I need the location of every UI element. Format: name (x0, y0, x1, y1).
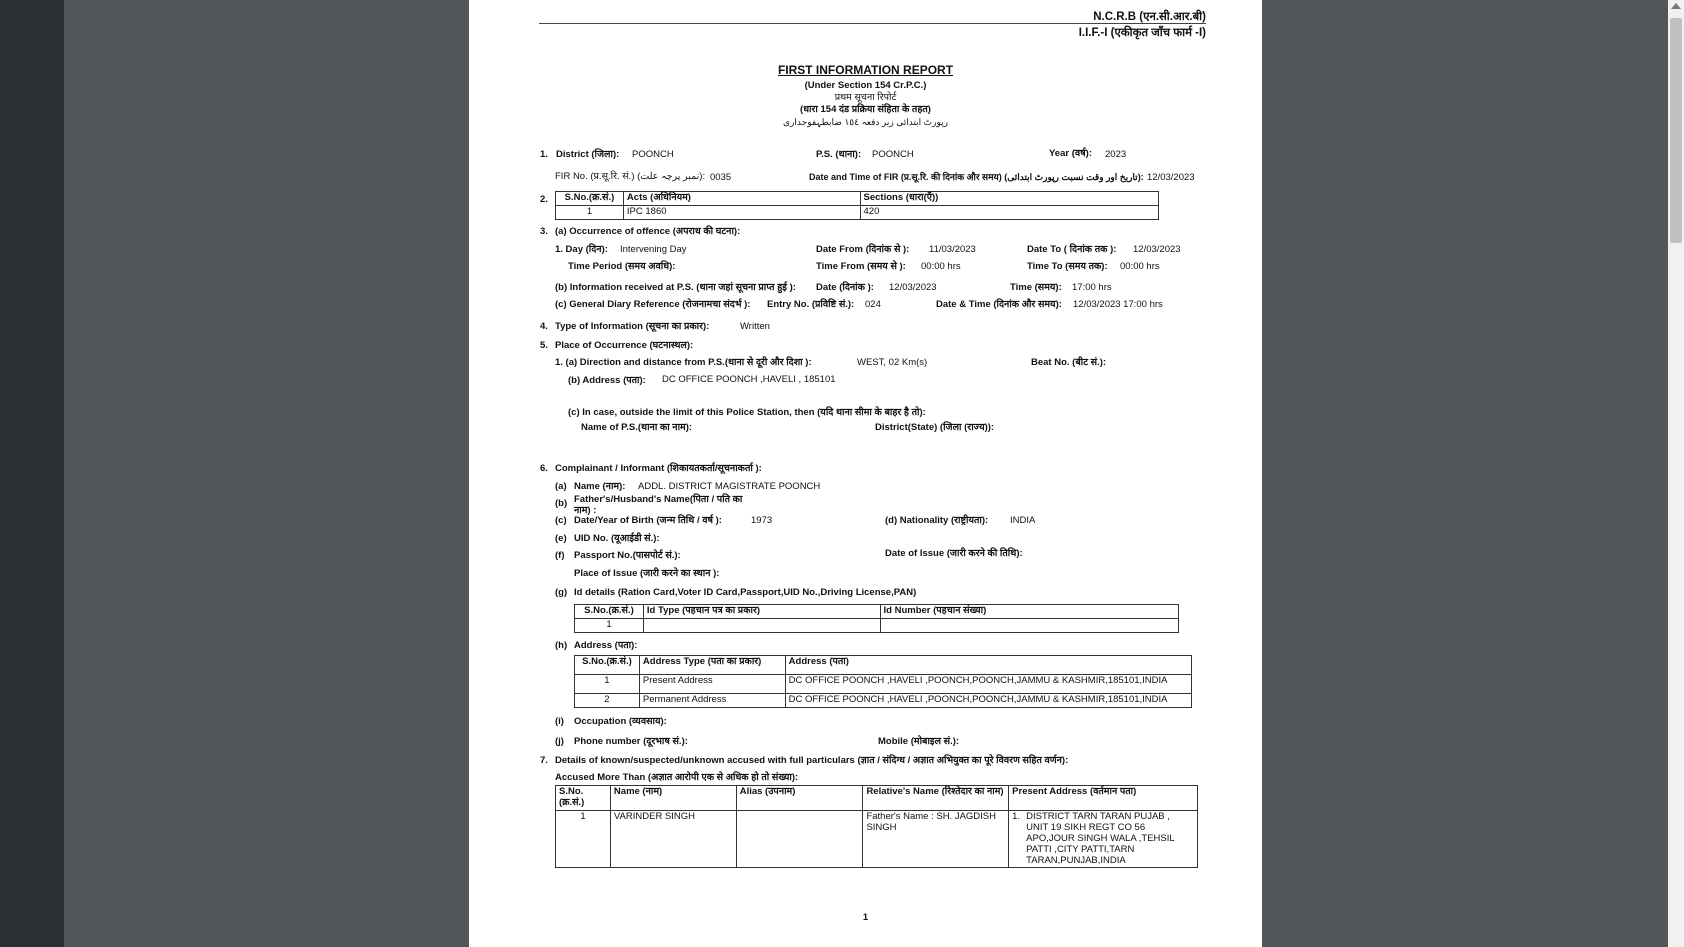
info-time-label: Time (समय): (1010, 282, 1062, 293)
table-row (575, 675, 1192, 694)
vertical-scrollbar[interactable] (1668, 0, 1684, 947)
title-hindi: प्रथम सूचना रिपोर्ट (834, 92, 897, 103)
s5-number: 5. (540, 340, 548, 351)
s2-number: 2. (540, 194, 548, 205)
s4-number: 4. (540, 321, 548, 332)
acts-table (555, 191, 1159, 220)
gd-datetime-value: 12/03/2023 17:00 hrs (1073, 299, 1163, 310)
fir-no-value: 0035 (710, 172, 732, 183)
s1-number: 1. (540, 149, 548, 160)
entry-no-label: Entry No. (प्रविष्टि सं.): (767, 299, 855, 310)
gd-datetime-label: Date & Time (दिनांक और समय): (936, 299, 1062, 310)
accused-address-cell (1009, 810, 1198, 868)
s6-number: 6. (540, 463, 548, 474)
table-header: S.No.(क्र.सं.) (575, 605, 644, 619)
passport-letter: (f) (555, 550, 565, 561)
direction-label: 1. (a) Direction and distance from P.S.(थाना से दूरी और दिशा ): (555, 357, 812, 368)
day-label: 1. Day (दिन): (555, 244, 608, 255)
title-hindi-section: (धारा 154 दंड प्रक्रिया संहिता के तहत) (800, 104, 931, 115)
place-address-value: DC OFFICE POONCH ,HAVELI , 185101 (662, 374, 836, 385)
table-cell: DC OFFICE POONCH ,HAVELI ,POONCH,POONCH,JAMMU & KASHMIR,185101,INDIA (785, 675, 1191, 694)
id-details-label: Id details (Ration Card,Voter ID Card,Passport,UID No.,Driving License,PAN) (574, 587, 917, 598)
s3-number: 3. (540, 226, 548, 237)
accused-details-label: Details of known/suspected/unknown accused with full particulars (ज्ञात / संदिग्ध / अज्ञात अभियुक्त का पूरे विवरण सहित वर्णन): (555, 755, 1069, 766)
year-label: Year (वर्ष): (1049, 148, 1092, 159)
ncrb-header: N.C.R.B (एन.सी.आर.बी) (1093, 11, 1206, 23)
name-label: Name (नाम): (574, 481, 626, 492)
table-cell: VARINDER SINGH (610, 810, 736, 868)
table-header: Id Number (पहचान संख्या) (880, 605, 1179, 619)
table-cell: 420 (860, 206, 1158, 220)
info-date-label: Date (दिनांक ): (816, 282, 874, 293)
uid-label: UID No. (यूआईडी सं.): (574, 533, 660, 544)
table-header: S.No.(क्र.सं.) (556, 786, 611, 811)
nationality-value: INDIA (1010, 515, 1036, 526)
document-title: FIRST INFORMATION REPORT (777, 63, 954, 77)
scrollbar-thumb[interactable] (1670, 18, 1682, 243)
occupation-letter: (i) (555, 716, 564, 727)
day-value: Intervening Day (620, 244, 687, 255)
table-cell: 1 (575, 675, 640, 694)
table-cell: DC OFFICE POONCH ,HAVELI ,POONCH,POONCH,JAMMU & KASHMIR,185101,INDIA (785, 694, 1191, 708)
dob-letter: (c) (555, 515, 567, 526)
address-table (574, 655, 1192, 708)
table-cell: 1 (575, 619, 644, 633)
date-from-label: Date From (दिनांक से ): (816, 244, 910, 255)
dob-label: Date/Year of Birth (जन्म तिथि / वर्ष ): (574, 515, 722, 526)
direction-value: WEST, 02 Km(s) (857, 357, 928, 368)
table-header-row (575, 656, 1192, 675)
date-to-label: Date To ( दिनांक तक ): (1027, 244, 1117, 255)
table-header: Address Type (पता का प्रकार) (639, 656, 785, 675)
s7-number: 7. (540, 755, 548, 766)
table-cell: Present Address (639, 675, 785, 694)
title-urdu: رپورٹ ابتدائی زیر دفعہ ١٥٤ ضابطہفوجداری (783, 117, 948, 127)
table-row (575, 619, 1179, 633)
father-label-line1: Father's/Husband's Name(पिता / पति का (574, 494, 743, 505)
table-header-row (575, 605, 1179, 619)
issue-date-label: Date of Issue (जारी करने की तिथि): (885, 548, 1023, 559)
name-letter: (a) (555, 481, 567, 492)
table-header: Relative's Name (रिश्तेदार का नाम) (863, 786, 1009, 811)
viewer-left-panel (0, 0, 64, 947)
scroll-up-icon[interactable] (1671, 3, 1681, 9)
table-cell: 1 (556, 206, 624, 220)
district-value: POONCH (632, 149, 674, 160)
time-to-value: 00:00 hrs (1120, 261, 1160, 272)
address-label: Address (पता): (574, 640, 638, 651)
table-header: Name (नाम) (610, 786, 736, 811)
time-from-value: 00:00 hrs (921, 261, 961, 272)
table-header-row (556, 786, 1198, 811)
page-number: 1 (862, 912, 869, 923)
table-cell (736, 810, 863, 868)
uid-letter: (e) (555, 533, 567, 544)
occurrence-label: (a) Occurrence of offence (अपराध की घटना): (555, 226, 741, 237)
info-date-value: 12/03/2023 (889, 282, 937, 293)
table-row (556, 810, 1198, 868)
table-cell: 2 (575, 694, 640, 708)
name-value: ADDL. DISTRICT MAGISTRATE POONCH (638, 481, 821, 492)
table-header: S.No.(क्र.सं.) (556, 192, 624, 206)
iif-header: I.I.F.-I (एकीकृत जाँच फार्म -I) (1078, 27, 1206, 39)
table-header: S.No.(क्र.सं.) (575, 656, 640, 675)
mobile-label: Mobile (मोबाइल सं.): (878, 736, 960, 747)
occupation-label: Occupation (व्यवसाय): (574, 716, 667, 727)
ps-name-label: Name of P.S.(थाना का नाम): (581, 422, 693, 433)
info-time-value: 17:00 hrs (1072, 282, 1112, 293)
address-letter: (h) (555, 640, 568, 651)
info-type-value: Written (740, 321, 770, 332)
district-label: District (जिला): (556, 149, 620, 160)
outside-limit-label: (c) In case, outside the limit of this Police Station, then (यदि थाना सीमा के बाहर है तो): (568, 407, 926, 418)
info-type-label: Type of Information (सूचना का प्रकार): (555, 321, 710, 332)
table-cell: Father's Name : SH. JAGDISH SINGH (863, 810, 1009, 868)
ps-label: P.S. (थाना): (816, 149, 862, 160)
dob-value: 1973 (751, 515, 773, 526)
table-cell (880, 619, 1179, 633)
accused-more-label: Accused More Than (अज्ञात आरोपी एक से अधिक हो तो संख्या): (555, 772, 799, 783)
table-header: Sections (धारा(एँ)) (860, 192, 1158, 206)
time-from-label: Time From (समय से ): (816, 261, 906, 272)
address-list-number: 1. (1012, 810, 1021, 822)
date-to-value: 12/03/2023 (1133, 244, 1181, 255)
table-header: Address (पता) (785, 656, 1191, 675)
nationality-label: (d) Nationality (राष्ट्रीयता): (885, 515, 989, 526)
table-row (575, 694, 1192, 708)
place-address-label: (b) Address (पता): (568, 375, 646, 386)
fir-datetime-label: Date and Time of FIR (प्र.सू.रि. की दिनांक और समय) (تاریخ اور وقت نسبت رپورٹ ابتدائی): (809, 172, 1144, 182)
accused-table (555, 785, 1198, 868)
complainant-label: Complainant / Informant (शिकायतकर्ता/सूचनाकर्ता ): (555, 463, 762, 474)
table-row (556, 206, 1159, 220)
title-section: (Under Section 154 Cr.P.C.) (804, 80, 927, 91)
year-value: 2023 (1105, 149, 1127, 160)
table-cell (643, 619, 880, 633)
table-header: Alias (उपनाम) (736, 786, 863, 811)
id-details-table (574, 604, 1179, 633)
table-header: Id Type (पहचान पत्र का प्रकार) (643, 605, 880, 619)
gd-reference-label: (c) General Diary Reference (रोजनामचा संदर्भ ): (555, 299, 751, 310)
fir-datetime-value: 12/03/2023 (1147, 172, 1195, 183)
table-cell: Permanent Address (639, 694, 785, 708)
table-cell: IPC 1860 (623, 206, 860, 220)
place-label: Place of Occurrence (घटनास्थल): (555, 340, 694, 351)
passport-label: Passport No.(पासपोर्ट सं.): (574, 550, 681, 561)
date-from-value: 11/03/2023 (929, 244, 976, 255)
document-page (469, 0, 1262, 947)
table-header: Acts (अधिनियम) (623, 192, 860, 206)
time-period-label: Time Period (समय अवधि): (568, 261, 676, 272)
id-details-letter: (g) (555, 587, 568, 598)
father-label-line2: नाम) : (574, 505, 597, 516)
entry-no-value: 024 (865, 299, 881, 310)
phone-letter: (j) (555, 736, 564, 747)
table-header: Present Address (वर्तमान पता) (1009, 786, 1198, 811)
table-cell: 1 (556, 810, 611, 868)
ps-value: POONCH (872, 149, 914, 160)
beat-no-label: Beat No. (बीट सं.): (1031, 357, 1107, 368)
header-rule (539, 23, 1206, 24)
info-received-label: (b) Information received at P.S. (थाना जहां सूचना प्राप्त हुई ): (555, 282, 796, 293)
issue-place-label: Place of Issue (जारी करने का स्थान ): (574, 568, 720, 579)
phone-label: Phone number (दूरभाष सं.): (574, 736, 688, 747)
fir-no-label: FIR No. (प्र.सू.रि. सं.) (نمبر پرچہ علت): (555, 171, 706, 182)
table-header-row (556, 192, 1159, 206)
accused-address: DISTRICT TARN TARAN PUJAB , UNIT 19 SIKH REGT CO 56 APO,JOUR SINGH WALA ,TEHSIL PATTI ,CITY PATTI,TARN TARAN,PUNJAB,INDIA (1026, 810, 1175, 866)
father-letter: (b) (555, 498, 568, 509)
time-to-label: Time To (समय तक): (1027, 261, 1108, 272)
district-state-label: District(State) (जिला (राज्य)): (875, 422, 995, 433)
